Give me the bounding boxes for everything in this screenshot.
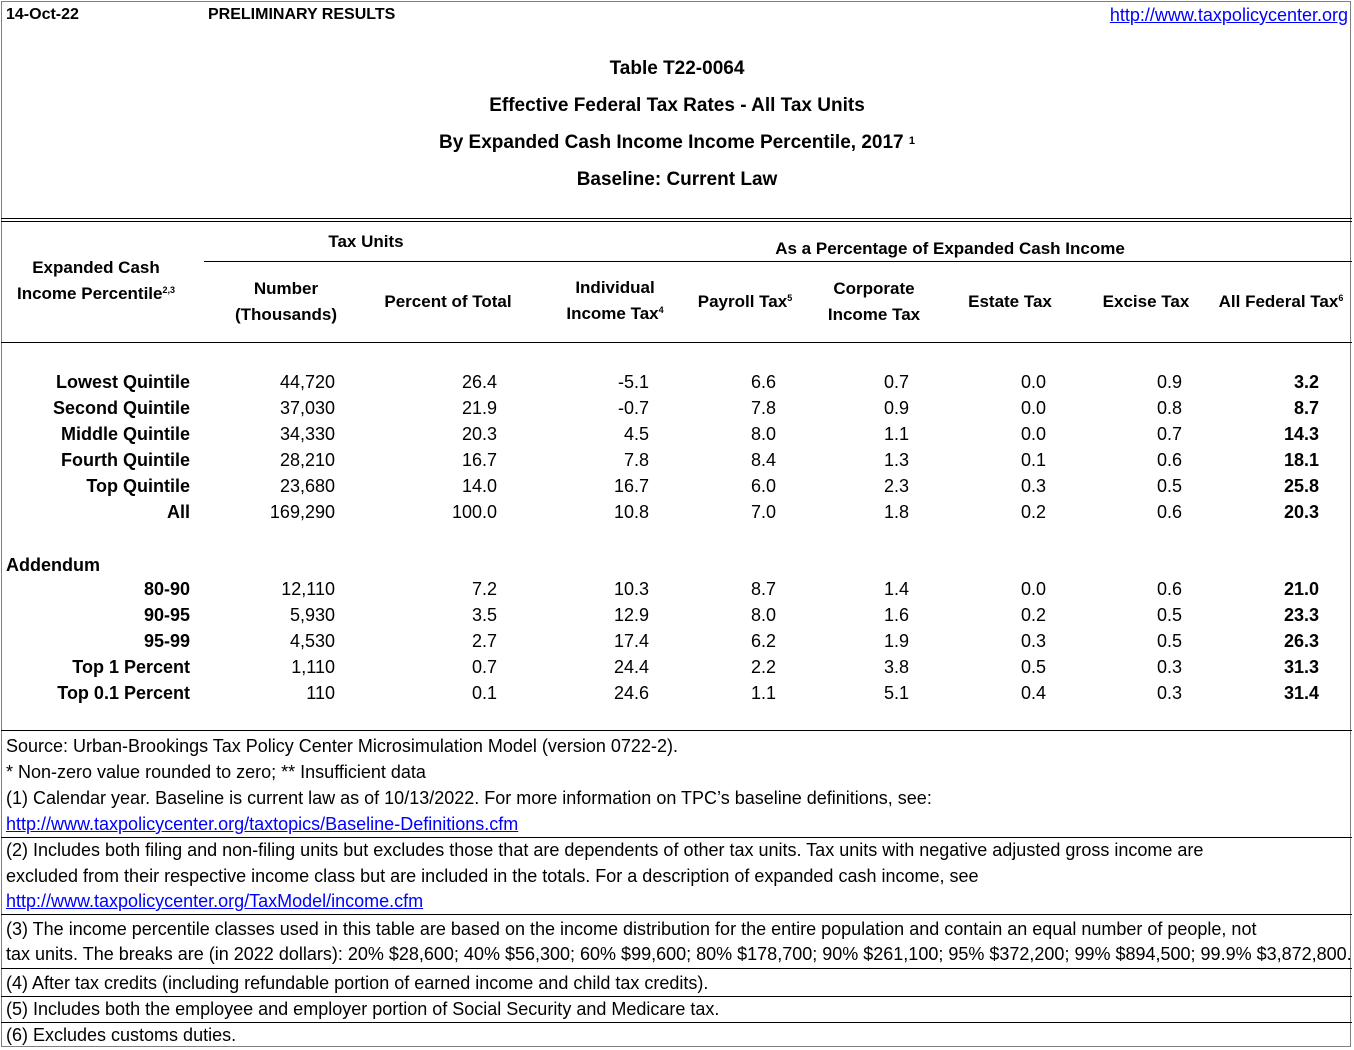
note-2b: excluded from their respective income class but are included in the totals. For a description of expanded cash income, see [6,866,979,886]
note-rule-2 [1,914,1352,915]
cell-individual-tax: 24.4 [613,657,649,677]
cell-payroll-tax: 2.2 [750,657,776,677]
cell-excise-tax: 0.3 [1156,683,1182,703]
cell-payroll-tax: 8.0 [750,424,776,444]
cell-estate-tax: 0.2 [1020,605,1046,625]
cell-corporate-tax: 3.8 [883,657,909,677]
table-row [0,369,1354,395]
cell-corporate-tax: 0.7 [883,372,909,392]
cell-percent-total: 0.7 [471,657,497,677]
taxpolicycenter-link[interactable]: http://www.taxpolicycenter.org [1109,5,1348,25]
header-group-rule [204,261,1352,262]
baseline-label: Baseline: Current Law [576,169,778,190]
report-date: 14-Oct-22 [6,6,79,23]
cell-payroll-tax: 6.2 [750,631,776,651]
note-1-link-row [6,811,518,837]
header-corporate-l1: Corporate [833,279,915,298]
cell-number: 34,330 [279,424,335,444]
cell-all-federal-tax: 8.7 [1293,398,1319,418]
cell-individual-tax: 17.4 [613,631,649,651]
cell-excise-tax: 0.3 [1156,657,1182,677]
row-label: 80-90 [143,579,190,599]
cell-payroll-tax: 7.8 [750,398,776,418]
cell-percent-total: 2.7 [471,631,497,651]
cell-corporate-tax: 1.6 [883,605,909,625]
cell-corporate-tax: 0.9 [883,398,909,418]
header-payroll-tax [686,289,804,317]
cell-all-federal-tax: 14.3 [1283,424,1319,444]
cell-all-federal-tax: 23.3 [1283,605,1319,625]
individual-text: Income Tax [566,304,659,323]
cell-payroll-tax: 6.6 [750,372,776,392]
table-title: Effective Federal Tax Rates - All Tax Units [489,95,865,116]
cell-estate-tax: 0.0 [1020,372,1046,392]
cell-individual-tax: 24.6 [613,683,649,703]
cell-all-federal-tax: 3.2 [1293,372,1319,392]
cell-corporate-tax: 5.1 [883,683,909,703]
note-2a: (2) Includes both filing and non-filing units but excludes those that are dependents of other tax units. Tax units with negative adjusted gross income are [6,840,1204,860]
cell-number: 37,030 [279,398,335,418]
cell-estate-tax: 0.0 [1020,398,1046,418]
table-row [0,602,1354,628]
cell-excise-tax: 0.6 [1156,450,1182,470]
header-income-percentile [4,255,188,309]
individual-footnote: 4 [658,305,664,315]
table-row [0,421,1354,447]
cell-percent-total: 16.7 [461,450,497,470]
cell-excise-tax: 0.7 [1156,424,1182,444]
income-percentile-footnote: 2,3 [162,285,176,295]
cell-individual-tax: 7.8 [623,450,649,470]
note-2-link-row [6,888,423,914]
header-estate-tax: Estate Tax [968,292,1052,311]
cell-estate-tax: 0.4 [1020,683,1046,703]
preliminary-label: PRELIMINARY RESULTS [208,6,396,23]
cell-individual-tax: 4.5 [623,424,649,444]
cell-percent-total: 0.1 [471,683,497,703]
cell-excise-tax: 0.6 [1156,579,1182,599]
row-label: All [166,502,190,522]
cell-excise-tax: 0.6 [1156,502,1182,522]
cell-estate-tax: 0.2 [1020,502,1046,522]
header-corporate-tax [812,276,936,328]
cell-payroll-tax: 1.1 [750,683,776,703]
table-row [0,499,1354,525]
cell-excise-tax: 0.8 [1156,398,1182,418]
header-individual-tax [550,275,680,329]
cell-estate-tax: 0.5 [1020,657,1046,677]
cell-number: 44,720 [279,372,335,392]
cell-percent-total: 100.0 [451,502,497,522]
cell-all-federal-tax: 26.3 [1283,631,1319,651]
cell-individual-tax: 16.7 [613,476,649,496]
cell-percent-total: 7.2 [471,579,497,599]
cell-individual-tax: -0.7 [617,398,649,418]
cell-corporate-tax: 1.8 [883,502,909,522]
row-label: Second Quintile [52,398,190,418]
cell-payroll-tax: 8.7 [750,579,776,599]
cell-excise-tax: 0.9 [1156,372,1182,392]
header-corporate-l2: Income Tax [827,305,921,324]
cell-payroll-tax: 8.4 [750,450,776,470]
cell-individual-tax: 12.9 [613,605,649,625]
cell-number: 110 [306,683,335,703]
row-label: Lowest Quintile [55,372,190,392]
row-label: 90-95 [143,605,190,625]
cell-number: 5,930 [289,605,335,625]
cell-excise-tax: 0.5 [1156,605,1182,625]
income-percentile-text: Income Percentile [16,284,163,303]
payroll-text: Payroll Tax [697,292,788,311]
cell-number: 28,210 [279,450,335,470]
cell-all-federal-tax: 31.3 [1283,657,1319,677]
cell-corporate-tax: 2.3 [883,476,909,496]
cell-percent-total: 14.0 [461,476,497,496]
table-row [0,473,1354,499]
cell-estate-tax: 0.3 [1020,476,1046,496]
cell-number: 169,290 [269,502,335,522]
note-3b: tax units. The breaks are (in 2022 dollars): 20% $28,600; 40% $56,300; 60% $99,600; 80% $178,700; 90% $261,100; 95% $372,200; 99% $894,500; 99.9% $3,872,800. [6,944,1352,964]
title-rule-top [1,218,1352,219]
cell-individual-tax: -5.1 [617,372,649,392]
cell-percent-total: 20.3 [461,424,497,444]
cell-all-federal-tax: 31.4 [1283,683,1319,703]
cell-individual-tax: 10.8 [613,502,649,522]
table-row [0,395,1354,421]
cell-number: 4,530 [289,631,335,651]
note-legend: * Non-zero value rounded to zero; ** Insufficient data [6,762,426,782]
table-row [0,628,1354,654]
cell-all-federal-tax: 21.0 [1283,579,1319,599]
title-rule-bottom [1,221,1352,222]
cell-all-federal-tax: 20.3 [1283,502,1319,522]
table-id: Table T22-0064 [609,58,745,79]
all-federal-text: All Federal Tax [1218,292,1339,311]
cell-all-federal-tax: 18.1 [1283,450,1319,470]
header-number-l2: (Thousands) [235,305,337,324]
cell-all-federal-tax: 25.8 [1283,476,1319,496]
cell-estate-tax: 0.3 [1020,631,1046,651]
subtitle-footnote: 1 [908,135,916,147]
subtitle-text: By Expanded Cash Income Income Percentile, 2017 [438,132,904,153]
header-all-federal-tax [1212,289,1350,317]
header-income-percentile-l1: Expanded Cash [32,258,160,277]
header-tax-units: Tax Units [328,232,404,251]
cell-percent-total: 21.9 [461,398,497,418]
row-label: Top Quintile [86,476,190,496]
cell-corporate-tax: 1.4 [883,579,909,599]
header-number [222,276,350,328]
header-rule [1,342,1352,343]
addendum-label: Addendum [6,555,100,575]
header-individual-l1: Individual [575,278,655,297]
cell-number: 1,110 [291,657,335,677]
note-3a: (3) The income percentile classes used in this table are based on the income distribution for the entire population and contain an equal number of people, not [6,919,1257,939]
cell-payroll-tax: 8.0 [750,605,776,625]
row-label: Top 1 Percent [72,657,190,677]
cell-percent-total: 3.5 [471,605,497,625]
header-pct-income: As a Percentage of Expanded Cash Income [775,239,1125,258]
note-source: Source: Urban-Brookings Tax Policy Center Microsimulation Model (version 0722-2). [6,736,678,756]
cell-payroll-tax: 7.0 [750,502,776,522]
note-5: (5) Includes both the employee and employer portion of Social Security and Medicare tax. [6,999,720,1019]
payroll-footnote: 5 [787,293,793,303]
table-row [0,576,1354,602]
cell-payroll-tax: 6.0 [750,476,776,496]
cell-estate-tax: 0.1 [1020,450,1046,470]
header-individual-l2 [550,301,680,329]
note-4: (4) After tax credits (including refundable portion of earned income and child tax credits). [6,973,709,993]
header-income-percentile-l2 [4,281,188,309]
table-row [0,680,1354,706]
row-label: 95-99 [143,631,190,651]
row-label: Middle Quintile [61,424,190,444]
header-number-l1: Number [253,279,319,298]
baseline-definitions-link[interactable]: http://www.taxpolicycenter.org/taxtopics/Baseline-Definitions.cfm [6,814,519,834]
cell-corporate-tax: 1.3 [883,450,909,470]
cell-excise-tax: 0.5 [1156,631,1182,651]
table-subtitle [0,132,1354,154]
all-federal-footnote: 6 [1338,293,1344,303]
header-percent-total: Percent of Total [384,292,512,311]
table-row [0,447,1354,473]
note-rule-3 [1,968,1352,969]
table-row [0,654,1354,680]
cell-corporate-tax: 1.1 [883,424,909,444]
cell-number: 12,110 [281,579,335,599]
notes-rule [1,730,1352,731]
cell-individual-tax: 10.3 [613,579,649,599]
cell-estate-tax: 0.0 [1020,424,1046,444]
cell-excise-tax: 0.5 [1156,476,1182,496]
cell-percent-total: 26.4 [461,372,497,392]
cell-corporate-tax: 1.9 [883,631,909,651]
income-definition-link[interactable]: http://www.taxpolicycenter.org/TaxModel/income.cfm [6,891,424,911]
note-6: (6) Excludes customs duties. [6,1025,237,1045]
header-excise-tax: Excise Tax [1102,292,1190,311]
row-label: Top 0.1 Percent [57,683,190,703]
cell-number: 23,680 [279,476,335,496]
note-1: (1) Calendar year. Baseline is current law as of 10/13/2022. For more information on TPC’s baseline definitions, see: [6,788,932,808]
cell-estate-tax: 0.0 [1020,579,1046,599]
row-label: Fourth Quintile [61,450,190,470]
